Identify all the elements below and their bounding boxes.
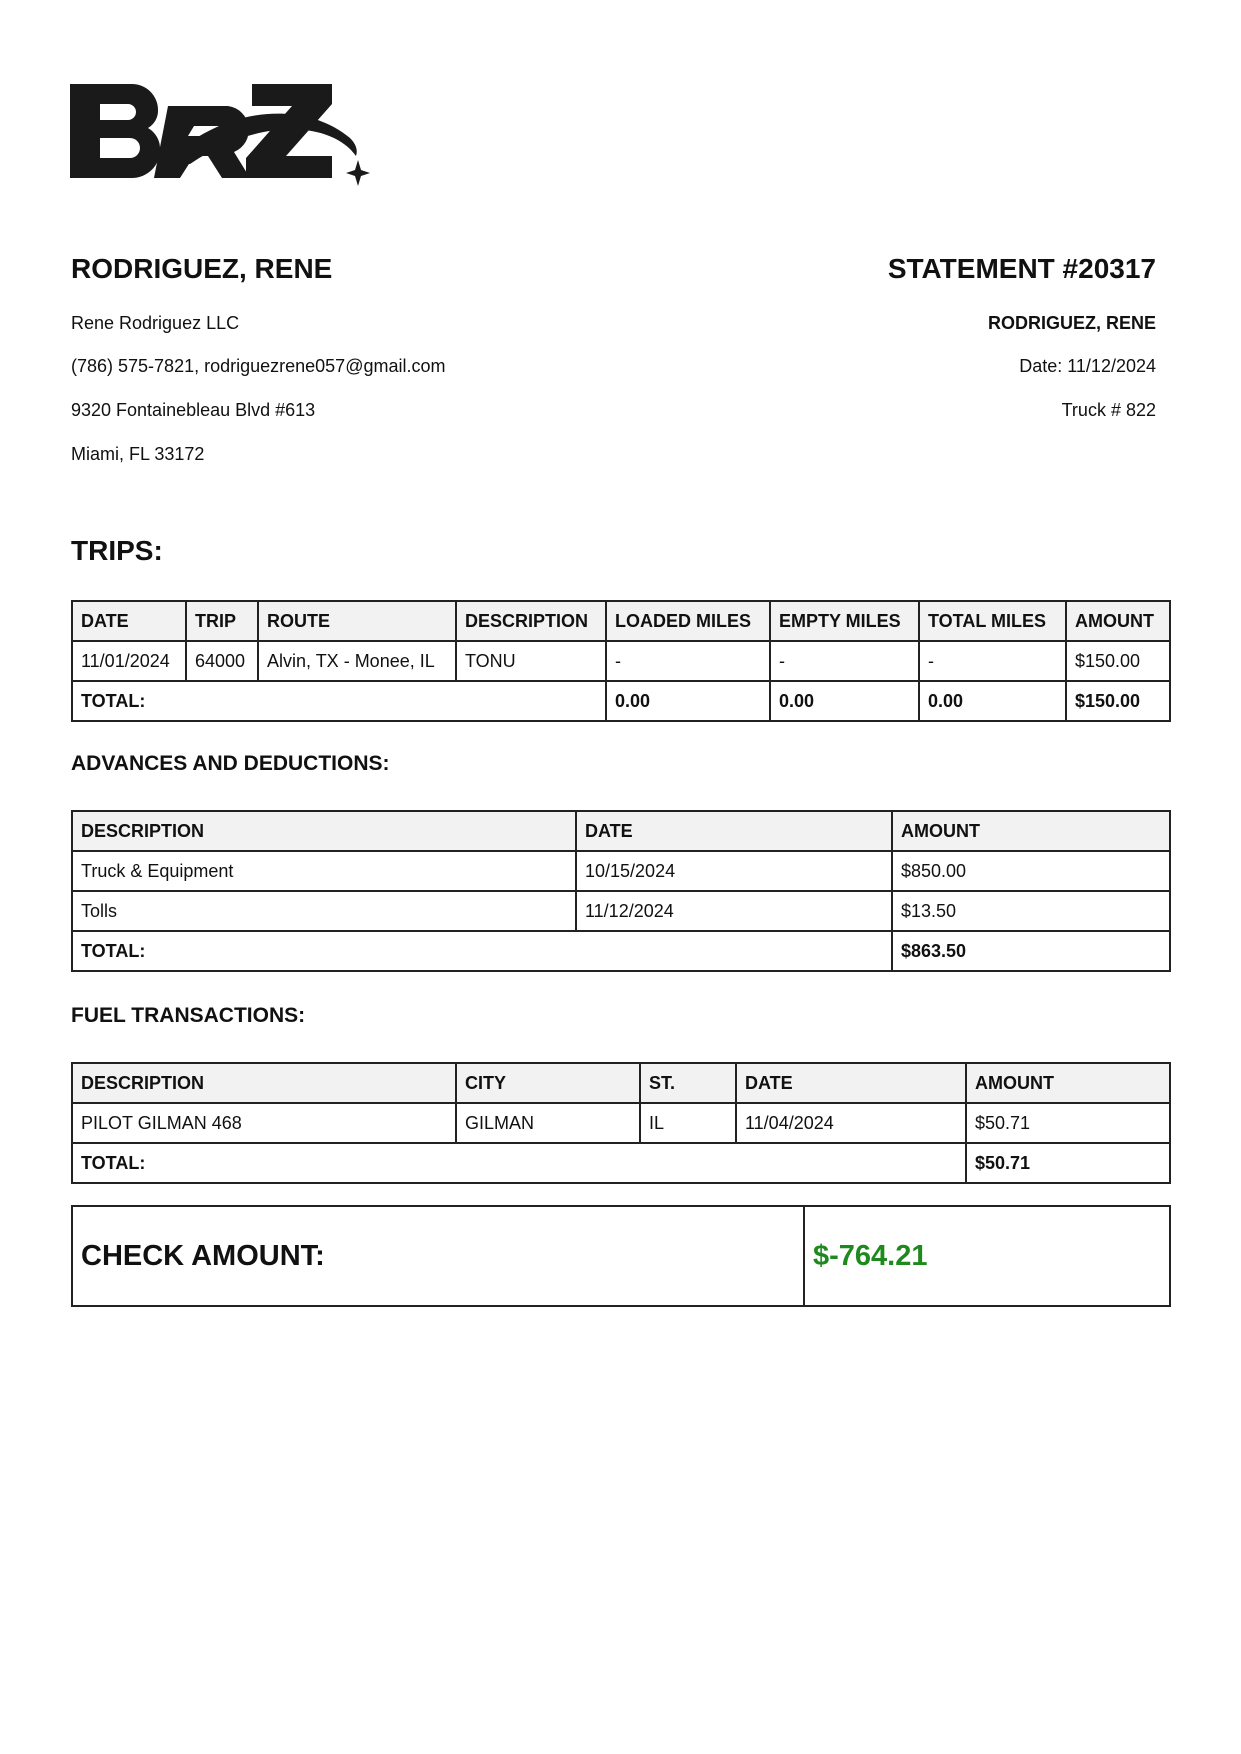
cell: PILOT GILMAN 468 <box>72 1103 456 1143</box>
trips-heading: TRIPS: <box>71 535 163 566</box>
trips-header-row <box>72 601 1170 641</box>
company-name: Rene Rodriguez LLC <box>71 313 240 333</box>
brz-logo <box>70 78 380 194</box>
col-route: ROUTE <box>258 601 456 641</box>
advances-header-row <box>72 811 1170 851</box>
fuel-header-row <box>72 1063 1170 1103</box>
cell: 11/12/2024 <box>576 891 892 931</box>
total-empty-miles: 0.00 <box>770 681 919 721</box>
cell: $13.50 <box>892 891 1170 931</box>
address-line-1: 9320 Fontainebleau Blvd #613 <box>71 400 316 420</box>
statement-name: RODRIGUEZ, RENE <box>987 313 1156 333</box>
fuel-total-row <box>72 1143 1170 1183</box>
cell: Tolls <box>72 891 576 931</box>
cell: 11/04/2024 <box>736 1103 966 1143</box>
total-amount: $150.00 <box>1066 681 1170 721</box>
table-row <box>72 891 1170 931</box>
advances-total-row <box>72 931 1170 971</box>
contact-info: (786) 575-7821, rodriguezrene057@gmail.com <box>71 356 446 376</box>
address-line-2: Miami, FL 33172 <box>71 444 205 464</box>
total-label: TOTAL: <box>72 1143 966 1183</box>
cell: 64000 <box>186 641 258 681</box>
col-loaded-miles: LOADED MILES <box>606 601 770 641</box>
total-label: TOTAL: <box>72 681 606 721</box>
fuel-heading: FUEL TRANSACTIONS: <box>71 1004 306 1027</box>
trips-table <box>71 600 1171 722</box>
col-amount: AMOUNT <box>1066 601 1170 641</box>
total-total-miles: 0.00 <box>919 681 1066 721</box>
cell: TONU <box>456 641 606 681</box>
check-label: CHECK AMOUNT: <box>72 1206 804 1306</box>
col-total-miles: TOTAL MILES <box>919 601 1066 641</box>
col-description: DESCRIPTION <box>72 811 576 851</box>
cell: GILMAN <box>456 1103 640 1143</box>
statement-title: STATEMENT #20317 <box>887 253 1156 284</box>
total-amount: $50.71 <box>966 1143 1170 1183</box>
check-amount-box <box>71 1205 1171 1307</box>
table-row <box>72 851 1170 891</box>
check-row <box>72 1206 1170 1306</box>
col-description: DESCRIPTION <box>72 1063 456 1103</box>
col-date: DATE <box>736 1063 966 1103</box>
total-label: TOTAL: <box>72 931 892 971</box>
cell: $150.00 <box>1066 641 1170 681</box>
total-loaded-miles: 0.00 <box>606 681 770 721</box>
fuel-table <box>71 1062 1171 1184</box>
check-amount: $-764.21 <box>804 1206 1170 1306</box>
col-empty-miles: EMPTY MILES <box>770 601 919 641</box>
cell: - <box>606 641 770 681</box>
advances-heading: ADVANCES AND DEDUCTIONS: <box>71 752 390 775</box>
cell: $50.71 <box>966 1103 1170 1143</box>
cell: - <box>770 641 919 681</box>
cell: $850.00 <box>892 851 1170 891</box>
col-date: DATE <box>576 811 892 851</box>
col-description: DESCRIPTION <box>456 601 606 641</box>
col-state: ST. <box>640 1063 736 1103</box>
trips-total-row <box>72 681 1170 721</box>
driver-name: RODRIGUEZ, RENE <box>71 253 333 284</box>
cell: 11/01/2024 <box>72 641 186 681</box>
cell: IL <box>640 1103 736 1143</box>
col-date: DATE <box>72 601 186 641</box>
truck-number: Truck # 822 <box>1061 400 1156 420</box>
statement-date: Date: 11/12/2024 <box>1019 356 1156 376</box>
cell: - <box>919 641 1066 681</box>
statement-info <box>656 252 1156 420</box>
col-amount: AMOUNT <box>892 811 1170 851</box>
advances-table <box>71 810 1171 972</box>
table-row <box>72 641 1170 681</box>
total-amount: $863.50 <box>892 931 1170 971</box>
driver-info <box>71 252 631 464</box>
col-trip: TRIP <box>186 601 258 641</box>
cell: Alvin, TX - Monee, IL <box>258 641 456 681</box>
col-amount: AMOUNT <box>966 1063 1170 1103</box>
table-row <box>72 1103 1170 1143</box>
cell: Truck & Equipment <box>72 851 576 891</box>
cell: 10/15/2024 <box>576 851 892 891</box>
col-city: CITY <box>456 1063 640 1103</box>
